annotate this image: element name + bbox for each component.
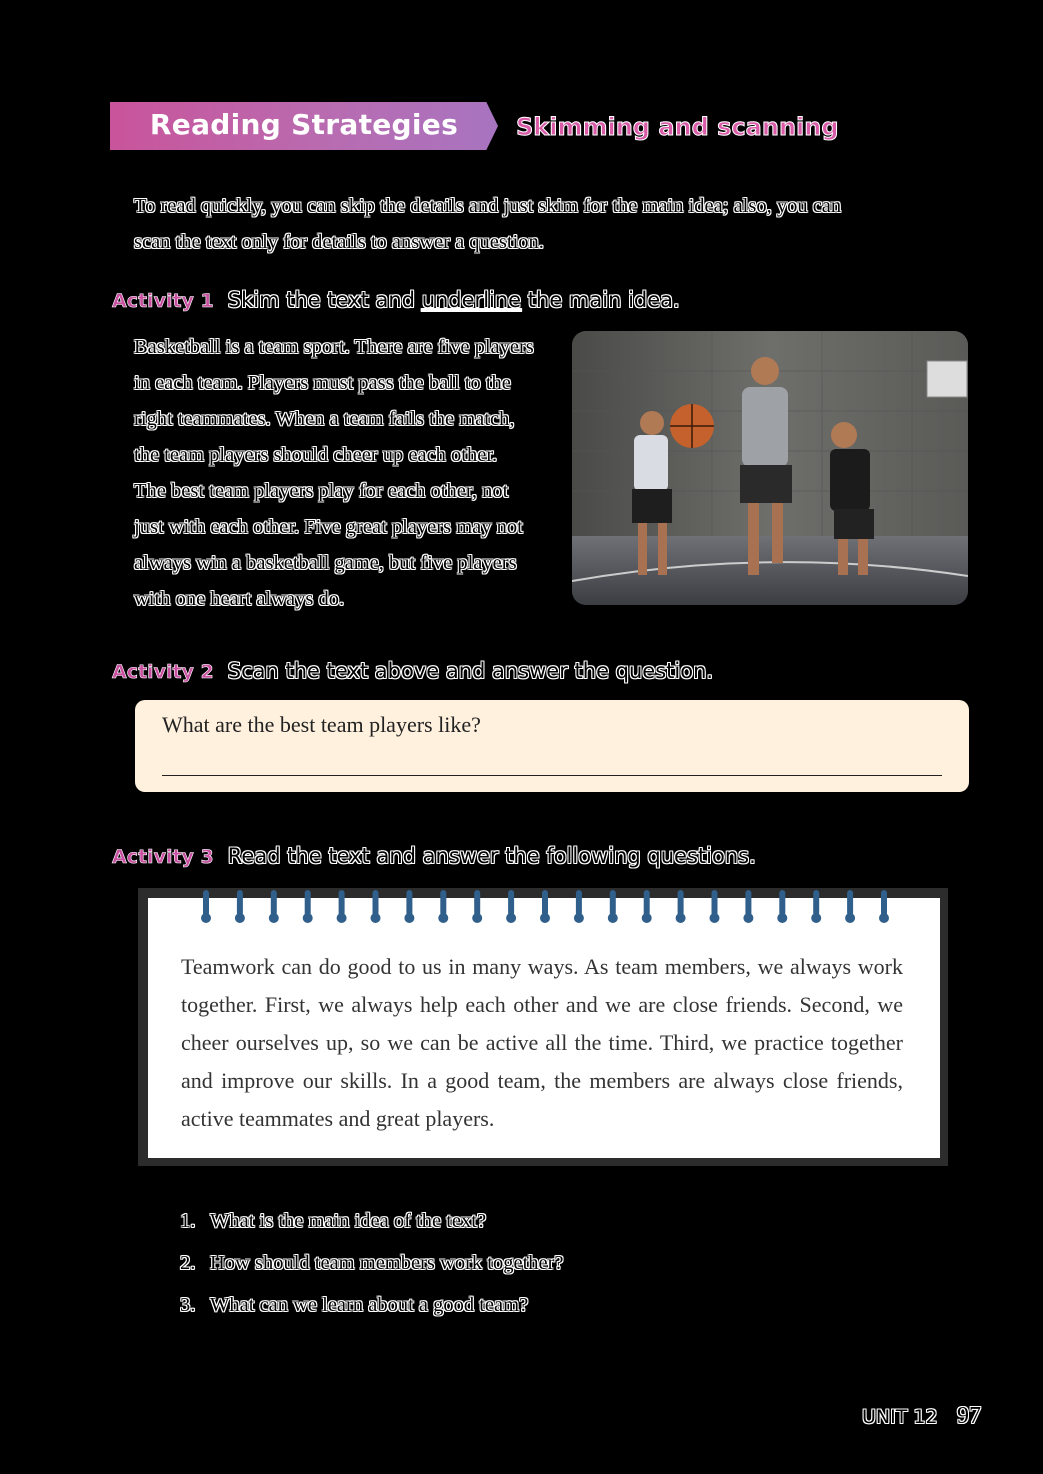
passage-line: just with each other. Five great players may not <box>134 516 523 538</box>
spiral-ring <box>574 890 584 923</box>
passage-line: the team players should cheer up each other. <box>134 444 498 466</box>
answer-question: What are the best team players like? <box>162 712 481 737</box>
spiral-ring <box>710 890 720 923</box>
passage-line: right teammates. When a team fails the match, <box>134 408 515 430</box>
passage-line: in each team. Players must pass the ball to the <box>134 372 511 394</box>
spiral-ring <box>642 890 652 923</box>
spiral-ring <box>337 890 347 923</box>
activity-title: Scan the text above and answer the question. <box>227 659 714 683</box>
spiral-ring <box>811 890 821 923</box>
activity-title: Skim the text and underline the main idea. <box>227 288 680 312</box>
answer-line[interactable] <box>162 775 942 776</box>
activity-1-heading <box>112 284 680 316</box>
section-title: Reading Strategies <box>149 108 459 141</box>
page-number: 97 <box>957 1403 981 1429</box>
intro-line: To read quickly, you can skip the details and just skim for the main idea; also, you can <box>134 195 842 217</box>
activity-1-passage <box>134 329 606 617</box>
section-subtitle: Skimming and scanning <box>516 113 839 141</box>
spiral-ring <box>269 890 279 923</box>
spiral-ring <box>438 890 448 923</box>
activity-label: Activity 3 <box>112 846 214 868</box>
passage-line: Basketball is a team sport. There are five players <box>134 336 534 358</box>
unit-label: UNIT 12 <box>862 1406 938 1428</box>
spiral-ring <box>540 890 550 923</box>
intro-line: scan the text only for details to answer a question. <box>134 231 544 253</box>
passage-line: The best team players play for each other, not <box>134 480 509 502</box>
passage-line: always win a basketball game, but five players <box>134 552 517 574</box>
spiral-ring <box>201 890 211 923</box>
spiral-ring <box>676 890 686 923</box>
spiral-ring <box>506 890 516 923</box>
spiral-ring <box>472 890 482 923</box>
spiral-ring <box>303 890 313 923</box>
spiral-ring <box>845 890 855 923</box>
spiral-ring <box>235 890 245 923</box>
spiral-ring <box>879 890 889 923</box>
spiral-ring <box>777 890 787 923</box>
question-item: 2. How should team members work together? <box>180 1252 564 1274</box>
basketball-photo <box>572 331 968 605</box>
question-item: 3. What can we learn about a good team? <box>180 1294 529 1316</box>
activity-label: Activity 1 <box>112 290 214 312</box>
activity-3-heading <box>112 840 756 872</box>
intro-paragraph <box>134 188 984 260</box>
question-item: 1. What is the main idea of the text? <box>180 1210 487 1232</box>
spiral-ring <box>371 890 381 923</box>
spiral-rings <box>188 886 898 930</box>
activity-label: Activity 2 <box>112 661 214 683</box>
spiral-ring <box>404 890 414 923</box>
spiral-ring <box>608 890 618 923</box>
spiral-ring <box>743 890 753 923</box>
notebook-text: Teamwork can do good to us in many ways. As team members, we always work together. First, we always help each other and we are close friends. Second, we cheer ourselves up, so we can be active all the time. Third, we practice together and improve our skills. In a good team, the members are always close friends, active teammates and great players. <box>181 954 903 1131</box>
activity-2-heading <box>112 655 713 687</box>
underline-word: underline <box>421 288 522 312</box>
activity-title: Read the text and answer the following questions. <box>227 844 756 868</box>
passage-line: with one heart always do. <box>134 588 345 610</box>
question-list <box>180 1200 564 1326</box>
